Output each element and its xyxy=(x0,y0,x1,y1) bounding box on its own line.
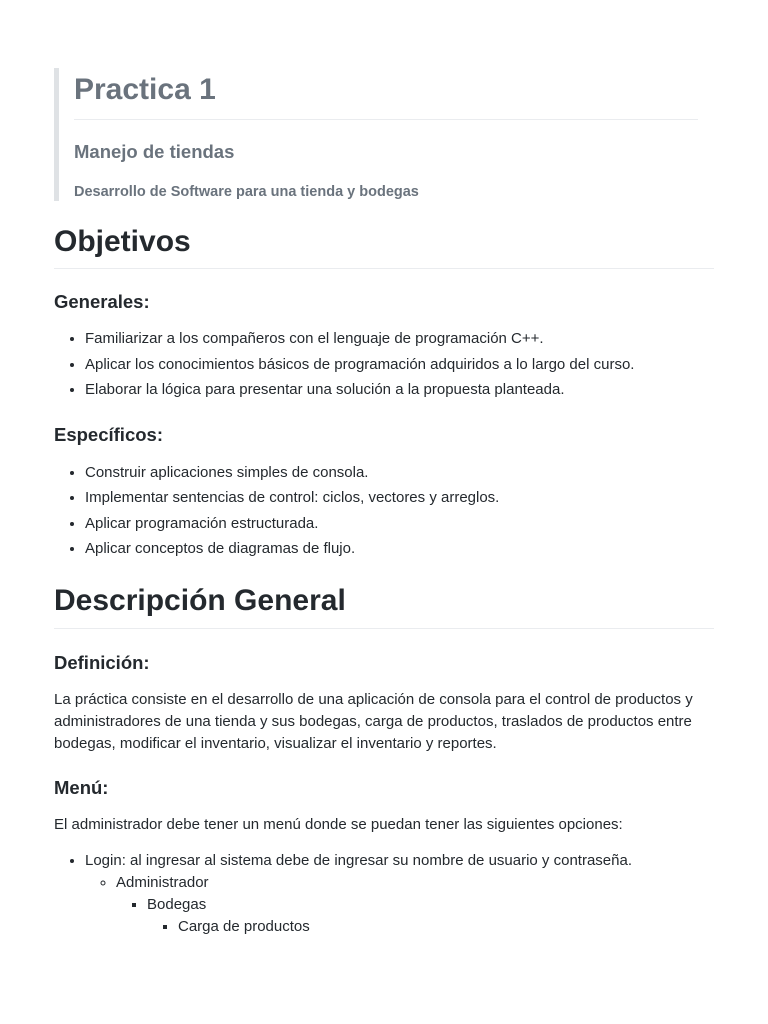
list-item: • Elaborar la lógica para presentar una solución a la propuesta planteada. xyxy=(85,379,714,401)
menu-list xyxy=(54,850,714,938)
list-item: • Aplicar programación estructurada. xyxy=(85,513,714,535)
definicion-heading: Definición: xyxy=(54,651,150,673)
list-item xyxy=(116,872,714,938)
descripcion-heading: Descripción General xyxy=(54,582,714,629)
list-item: ▪ Carga de productos xyxy=(178,916,714,938)
list-item: • Construir aplicaciones simples de consola. xyxy=(85,462,714,484)
document xyxy=(54,0,714,938)
page-title: Practica 1 xyxy=(74,68,698,120)
list-item: • Familiarizar a los compañeros con el lenguaje de programación C++. xyxy=(85,328,714,350)
list-item xyxy=(85,850,714,938)
menu-heading: Menú: xyxy=(54,776,109,798)
page-subtitle: Manejo de tiendas xyxy=(74,140,235,162)
generales-list xyxy=(54,328,714,401)
menu-intro: El administrador debe tener un menú donde se puedan tener las siguientes opciones: xyxy=(54,815,623,833)
login-item-text: Login: al ingresar al sistema debe de ingresar su nombre de usuario y contraseña. xyxy=(85,851,632,869)
page-tagline: Desarrollo de Software para una tienda y bodegas xyxy=(74,183,419,200)
list-item: • Implementar sentencias de control: ciclos, vectores y arreglos. xyxy=(85,487,714,509)
generales-heading: Generales: xyxy=(54,291,150,313)
especificos-list xyxy=(54,462,714,561)
menu-sublist xyxy=(85,872,714,938)
especificos-heading: Específicos: xyxy=(54,424,163,446)
list-item: • Aplicar los conocimientos básicos de programación adquiridos a lo largo del curso. xyxy=(85,354,714,376)
bodegas-item-text: Bodegas xyxy=(147,895,207,913)
list-item xyxy=(147,894,714,938)
administrador-item-text: Administrador xyxy=(116,873,209,891)
menu-sublist xyxy=(116,894,714,938)
header-blockquote xyxy=(54,68,714,201)
definicion-paragraph: La práctica consiste en el desarrollo de una aplicación de consola para el control de productos y administradores de una tienda y sus bodegas, carga de productos, traslados de productos entre bodegas, modificar el inventario, visualizar el inventario y reportes. xyxy=(54,690,693,752)
menu-sublist xyxy=(147,916,714,938)
objetivos-heading: Objetivos xyxy=(54,223,714,270)
list-item: • Aplicar conceptos de diagramas de flujo. xyxy=(85,538,714,560)
